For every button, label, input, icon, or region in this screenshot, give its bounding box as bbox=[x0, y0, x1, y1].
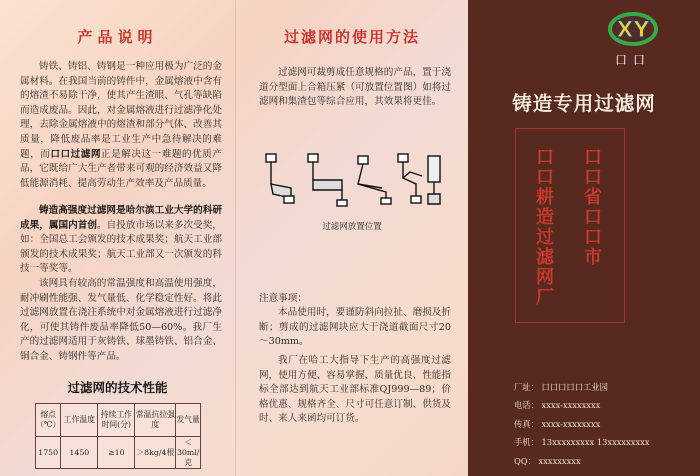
runner-sketch-1 bbox=[266, 154, 294, 203]
cover-title: 铸造专用过滤网 bbox=[512, 92, 656, 115]
usage-heading: 过滤网的使用方法 bbox=[283, 28, 420, 46]
placement-figure bbox=[258, 150, 448, 210]
intro-heading: 产品说明 bbox=[77, 28, 158, 46]
contact-mobile: 手机： 13xxxxxxxxx 13xxxxxxxxx bbox=[514, 437, 650, 447]
research-emphasis: 铸造高强度过滤网是哈尔滨工业大学的科研成果，属国内首创 bbox=[20, 205, 222, 231]
contact-qq: QQ： xxxxxxxxx bbox=[514, 456, 581, 466]
logo-label: 口口 bbox=[614, 53, 651, 67]
product-intro-column bbox=[0, 0, 235, 476]
usage-column bbox=[236, 0, 468, 476]
cell-gas: ＜30ml/克 bbox=[176, 438, 200, 467]
col-header-working-temp: 工作温度 bbox=[61, 404, 98, 437]
cell-strength: ＞8kg/4根 bbox=[135, 437, 176, 469]
properties-paragraph: 该网具有较高的常温强度和高温使用强度，耐冲刷性能强、发气量低、化学稳定性好。将此过滤网放置在浇注系统中对金属熔液进行过滤净化，可使其铸件废品率降低50—60%。我厂生产的过滤网适用于灰铸铁、球墨铸铁、铝合金、铜合金、铸钢件等产品。 bbox=[20, 278, 222, 362]
award-paragraph: 铸造高强度过滤网是哈尔滨工业大学的科研成果，属国内首创。自投放市场以来多次受奖，如：全国总工会颁发的技术成果奖；航天工业部颁发的技术成果奖；航天工业部又一次颁发的科技一等奖等。 bbox=[20, 205, 223, 275]
specs-value-row bbox=[36, 437, 201, 469]
logo-letters: XY bbox=[616, 18, 650, 43]
usage-paragraph: 过滤网可裁剪成任意规格的产品，置于浇道分型面上合箱压紧（可放置位置图）如将过滤网和集渣包等综合应用，其效果将更佳。 bbox=[259, 67, 451, 108]
cover-panel bbox=[468, 0, 700, 476]
intro-paragraph: 铸铁、铸铝、铸钢是一种应用极为广泛的金属材料。在我国当前的铸件中，金属熔液中含有的熔渣不易除干净，使其产生渣眼、气孔等缺陷而造成废品。因此，对金属熔液进行过滤净化处理，去除金属熔液中的熔渣和部分气体、改善其质量，降低废品率是工业生产中急待解决的难题，而口口过滤网正是解决这一难题的优质产品，它既给广大生产者带来可观的经济效益又降低能源消耗、提高劳动生产效率及产品质量。 bbox=[20, 61, 223, 189]
company-logo bbox=[608, 11, 658, 47]
cell-working-temp: 1450 bbox=[61, 437, 98, 469]
contact-fax: 传真： xxxx-xxxxxxxx bbox=[514, 419, 601, 429]
specs-heading: 过滤网的技术性能 bbox=[67, 380, 168, 395]
notice-paragraph-1: 本品使用时，要谨防斜向拉扯、磨损及折断；剪成的过滤网块应大于浇道截面尺寸20～30mm。 bbox=[259, 307, 451, 348]
col-header-gas: 发气量 bbox=[176, 404, 201, 437]
runner-sketch-3 bbox=[358, 156, 391, 204]
notice-paragraph-2: 我厂在哈工大指导下生产的高强度过滤网，使用方便、容易掌握、质量优良、性能指标全部达到航天工业部标准QJ999—89；价格优惠、规格齐全、尺寸可任意订制、供货及时、来人来函均可订货。 bbox=[259, 355, 451, 425]
product-name-emphasis: 口口过滤网 bbox=[50, 148, 102, 160]
location-vertical-text: 口口省口口市 bbox=[581, 147, 602, 267]
cell-duration: ≥10 bbox=[98, 437, 135, 469]
col-header-strength: 常温抗拉强度 bbox=[135, 404, 176, 437]
notice-heading: 注意事项： bbox=[259, 293, 307, 304]
specs-header-row bbox=[36, 404, 201, 437]
cell-melting-point: 1750 bbox=[36, 437, 61, 469]
col-header-melting-point: 熔点（℃） bbox=[36, 404, 61, 437]
contact-address: 厂址： 口口口口口工业园 bbox=[514, 382, 608, 392]
specs-table bbox=[35, 403, 201, 469]
vertical-name-box bbox=[515, 128, 625, 323]
runner-sketch-5 bbox=[428, 156, 440, 204]
col-header-duration: 持续工作时间(分) bbox=[98, 404, 135, 437]
runner-sketch-4 bbox=[398, 154, 422, 203]
runner-sketch-2 bbox=[308, 154, 347, 206]
contact-phone: 电话： xxxx-xxxxxxxx bbox=[514, 400, 601, 410]
figure-caption: 过滤网放置位置 bbox=[322, 222, 382, 232]
factory-vertical-text: 口口耕造过滤网厂 bbox=[533, 147, 554, 307]
